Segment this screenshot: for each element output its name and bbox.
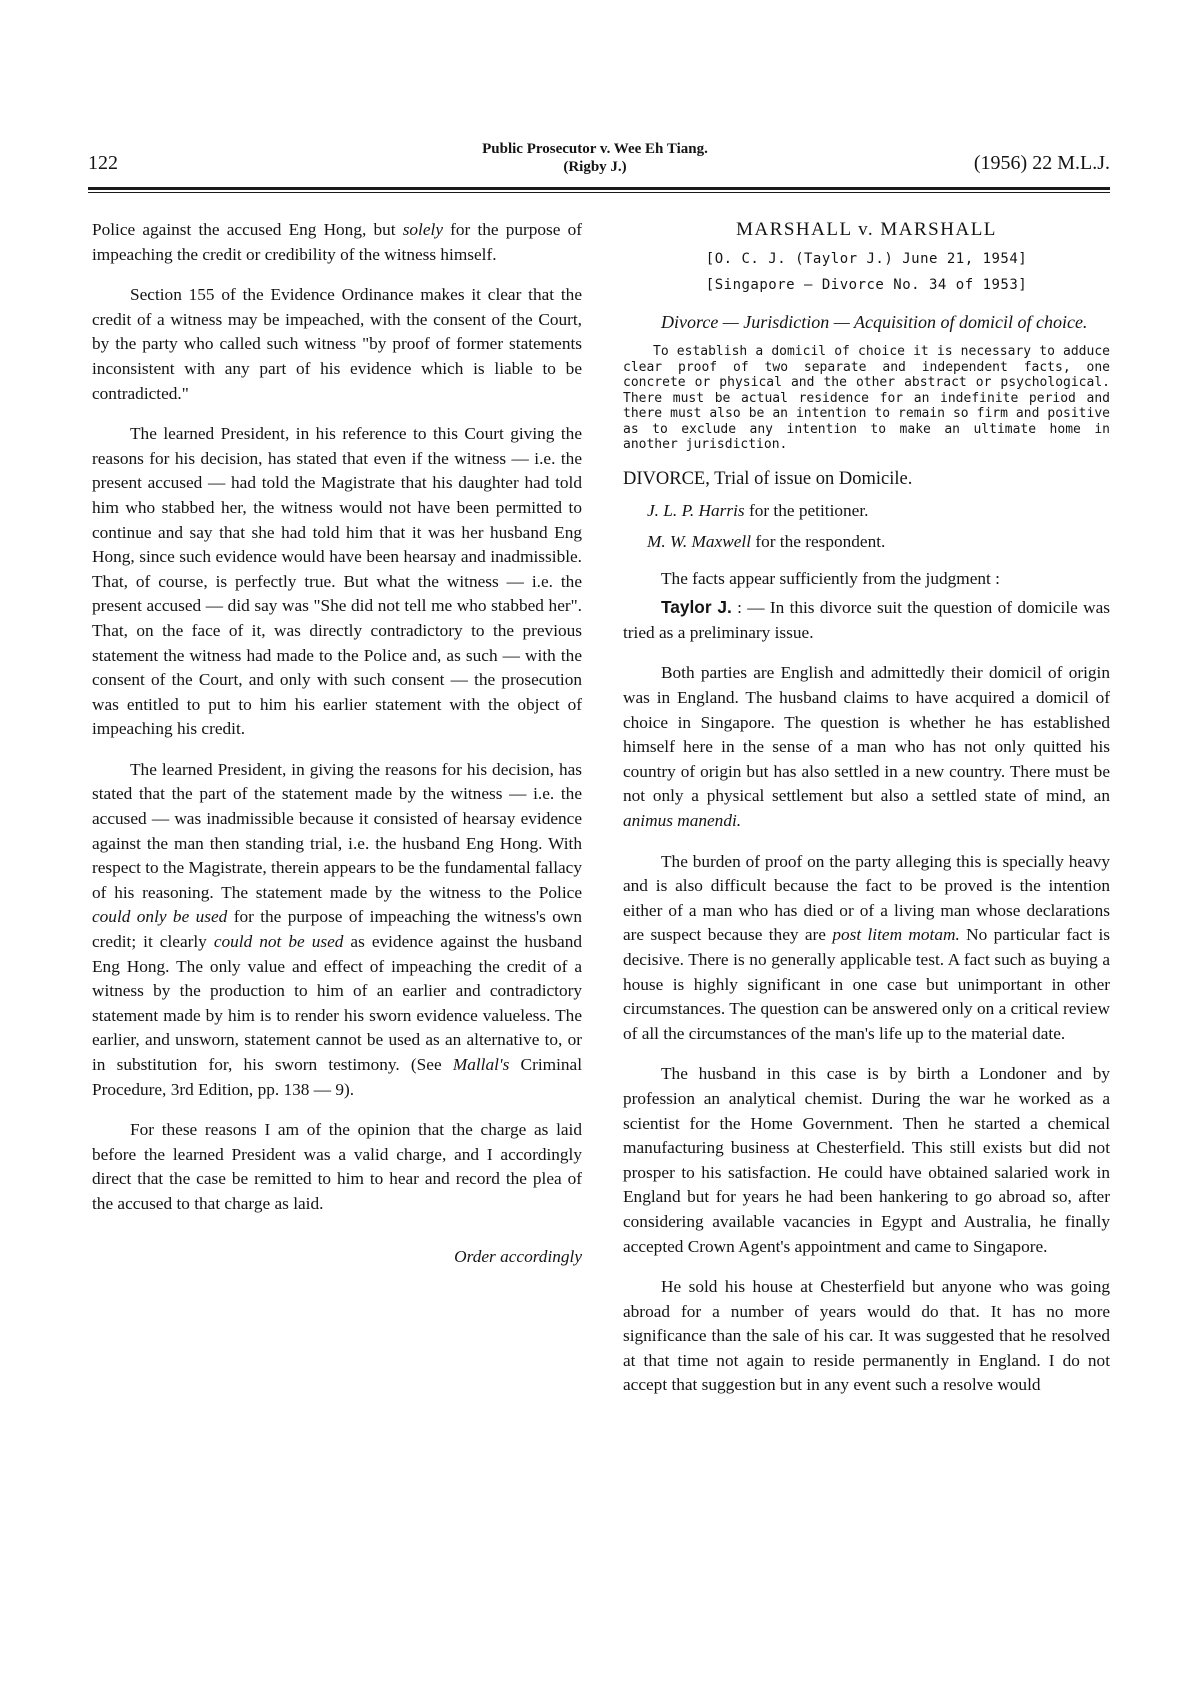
paragraph: The husband in this case is by birth a Londoner and by profession an analytical chemist. During the war he worked as a scientist for the Home Government. Then he started a chemical manufacturing business at Chesterfield. This still exists but did not prosper to his satisfaction. He could have obtained salaried work in England but for years he had been hankering to go abroad so, after considering available vacancies in Egypt and Australia, he finally accepted Crown Agent's appointment and came to Singapore. [623, 1064, 1110, 1256]
paragraph: The learned President, in giving the reasons for his decision, has stated that the part of the statement made by the witness — i.e. the accused — was inadmissible because it consisted of hearsay evidence against the man then standing trial, i.e. the husband Eng Hong. With respect to the Magistrate, therein appears to be the fundamental fallacy of his reasoning. The statement made by the witness to the Police could only be used for the purpose of impeaching the witness's own credit; it clearly could not be used as evidence against the husband Eng Hong. The only value and effect of impeaching the credit of a witness by the production to him of an earlier and contradictory statement made by him is to render his sworn evidence valueless. The earlier, and unsworn, statement cannot be used as an alternative to, or in substitution for, his sworn testimony. (See Mallal's Criminal Procedure, 3rd Edition, pp. 138 — 9). [92, 759, 582, 1099]
right-column [623, 218, 1110, 1414]
page-number: 122 [88, 152, 118, 174]
paragraph: The burden of proof on the party alleging this is specially heavy and is also difficult because the fact to be proved is the intention either of a man who has died or of a living man whose declarations are suspect because they are post litem motam. No particular fact is decisive. There is no generally applicable test. A fact such as buying a house is highly significant in one case but unimportant in other circumstances. The question can be answered only on a critical review of all the circumstances of the man's life up to the material date. [623, 851, 1111, 1043]
proceeding-line: DIVORCE, Trial of issue on Domicile. [623, 468, 913, 489]
paragraph: Both parties are English and admittedly their domicil of origin was in England. The husband claims to have acquired a domicil of choice in Singapore. The question is whether he has established himself here in the sense of a man who has not only quitted his country of origin but has also settled in a new country. There must be not only a physical settlement but also a settled state of mind, an animus manendi. [623, 663, 1110, 830]
paragraph: Police against the accused Eng Hong, but solely for the purpose of impeaching the credit or credibility of the witness himself. [92, 220, 582, 264]
case-title: MARSHALL v. MARSHALL [736, 219, 997, 240]
paragraph: The learned President, in his reference to this Court giving the reasons for his decision, has stated that even if the witness — i.e. the present accused — had told the Magistrate that his daughter had told him who stabbed her, the witness would not have been permitted to continue and say that she had told him that it was her husband Eng Hong, since such evidence would have been hearsay and inadmissible. That, of course, is perfectly true. But what the witness — i.e. the present accused — did say was "She did not tell me who stabbed her". That, on the face of it, was directly contradictory to the previous statement the witness had made to the Police and, as such — with the consent of the Court, and only with such consent — the prosecution was entitled to put to him his earlier statement with the object of impeaching his credit. [92, 424, 582, 739]
running-title-case: Public Prosecutor v. Wee Eh Tiang. [482, 141, 708, 157]
judgment-opening: Taylor J. : — In this divorce suit the question of domicile was tried as a preliminary issue. [623, 597, 1110, 642]
counsel-respondent: M. W. Maxwell for the respondent. [647, 532, 886, 552]
counsel-petitioner: J. L. P. Harris for the petitioner. [647, 501, 869, 521]
paragraph: For these reasons I am of the opinion that the charge as laid before the learned President was a valid charge, and I accordingly direct that the case be remitted to him to hear and record the plea of the accused to that charge as laid. [92, 1120, 582, 1213]
catchwords: Divorce — Jurisdiction — Acquisition of domicil of choice. [661, 311, 1088, 332]
header-rule-thin [88, 192, 1110, 193]
registry-line: [Singapore — Divorce No. 34 of 1953] [705, 277, 1028, 294]
judge-name: Taylor J. [661, 597, 732, 618]
report-citation: (1956) 22 M.L.J. [973, 152, 1110, 174]
court-line: [O. C. J. (Taylor J.) June 21, 1954] [705, 250, 1028, 267]
facts-line: The facts appear sufficiently from the judgment : [661, 568, 1000, 588]
running-title-judge: (Rigby J.) [563, 159, 627, 175]
paragraph: Section 155 of the Evidence Ordinance makes it clear that the credit of a witness may be impeached, with the consent of the Court, by the party who called such witness "by proof of former statements inconsistent with any part of his evidence which is liable to be contradicted." [92, 285, 582, 403]
left-column [92, 218, 582, 1285]
header-rule [88, 187, 1110, 190]
running-title [430, 140, 760, 176]
headnote: To establish a domicil of choice it is necessary to adduce clear proof of two separate and independent facts, one concrete or physical and the other abstract or psychological. There must be actual residence for an indefinite period and there must also be an intention to remain so firm and positive as to exclude any intention to make an ultimate home in another jurisdiction. [623, 344, 1110, 453]
paragraph: He sold his house at Chesterfield but anyone who was going abroad for a number of years would do that. It has no more significance than the sale of his car. It was suggested that he resolved at that time not again to reside permanently in England. I do not accept that suggestion but in any event such a resolve would [623, 1277, 1110, 1395]
order-line: Order accordingly [454, 1246, 582, 1266]
